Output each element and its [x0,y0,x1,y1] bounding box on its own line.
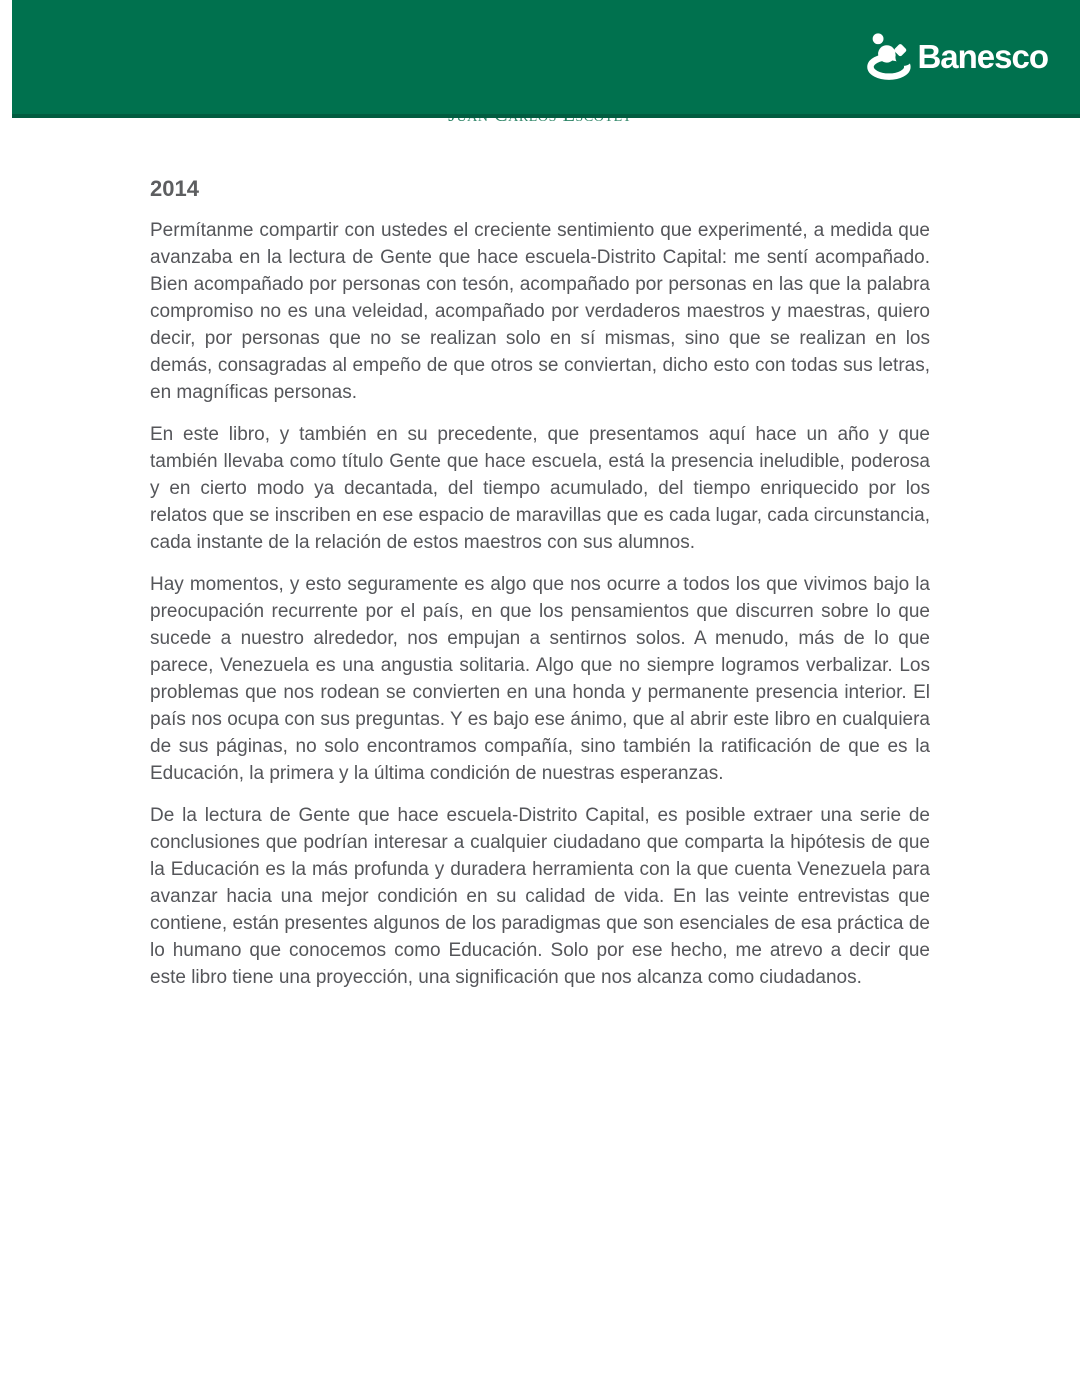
year-heading: 2014 [150,176,199,201]
banesco-logo [864,33,1048,81]
banesco-drops-icon [864,29,916,81]
banesco-logo-text: Banesco [917,38,1048,75]
paragraph-4: De la lectura de Gente que hace escuela-Distrito Capital, es posible extraer una serie de conclusiones que podrían interesar a cualquier ciudadano que comparta la hipótesis de que la Educación es la más profunda y duradera herramienta con la que cuenta Venezuela para avanzar hacia una mejor condición en su calidad de vida. En las veinte entrevistas que contiene, están presentes algunos de los paradigmas que son esenciales de esa práctica de lo humano que conocemos como Educación. Solo por ese hecho, me atrevo a decir que este libro tiene una proyección, una significación que nos alcanza como ciudadanos. [150,805,930,988]
paragraph-1: Permítanme compartir con ustedes el creciente sentimiento que experimenté, a medida que avanzaba en la lectura de Gente que hace escuela-Distrito Capital: me sentí acompañado. Bien acompañado por personas con tesón, acompañado por personas en las que la palabra compromiso no es una veleidad, acompañado por verdaderos maestros y maestras, quiero decir, por personas que no se realizan solo en sí mismas, sino que se realizan en los demás, consagradas al empeño de que otros se conviertan, dicho esto con todas sus letras, en magníficas personas. [150,220,930,403]
banesco-header-banner [12,0,1080,118]
document-content [0,57,1080,991]
paragraph-3: Hay momentos, y esto seguramente es algo que nos ocurre a todos los que vivimos bajo la preocupación recurrente por el país, en que los pensamientos que discurren sobre lo que sucede a nuestro alrededor, nos empujan a sentirnos solos. A menudo, más de lo que parece, Venezuela es una angustia solitaria. Algo que no siempre logramos verbalizar. Los problemas que nos rodean se convierten en una honda y permanente presencia interior. El país nos ocupa con sus preguntas. Y es bajo ese ánimo, que al abrir este libro en cualquiera de sus páginas, no solo encontramos compañía, sino también la ratificación de que es la Educación, la primera y la última condición de nuestras esperanzas. [150,574,930,784]
paragraph-2: En este libro, y también en su precedente, que presentamos aquí hace un año y que también llevaba como título Gente que hace escuela, está la presencia ineludible, poderosa y en cierto modo ya decantada, del tiempo acumulado, del tiempo enriquecido por los relatos que se inscriben en ese espacio de maravillas que es cada lugar, cada circunstancia, cada instante de la relación de estos maestros con sus alumnos. [150,424,930,553]
